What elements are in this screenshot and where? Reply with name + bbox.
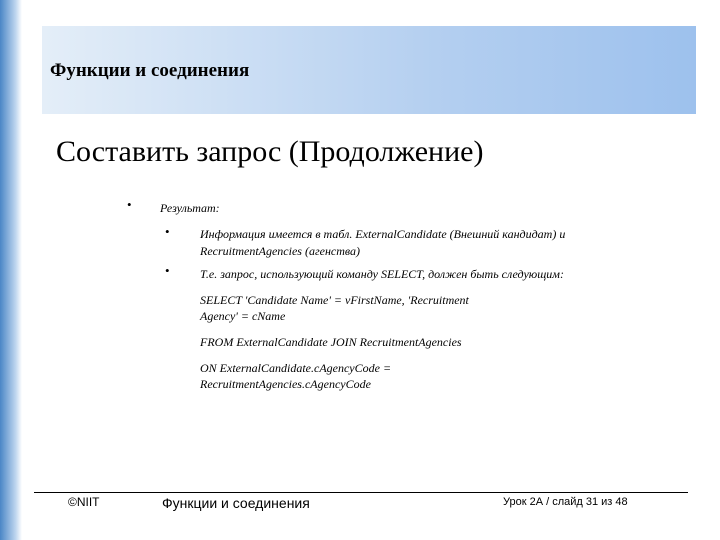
bullet-marker: •	[165, 224, 170, 239]
bullet-marker: •	[127, 197, 132, 212]
footer-course-title: Функции и соединения	[162, 495, 310, 511]
sql-from-line: FROM ExternalCandidate JOIN RecruitmentAgencies	[200, 335, 462, 349]
sql-select-line: SELECT 'Candidate Name' = vFirstName, 'Recruitment	[200, 293, 469, 307]
sql-on-line: ON ExternalCandidate.cAgencyCode =	[200, 361, 392, 375]
left-decorative-bar	[0, 0, 22, 540]
sql-select-line: Agency' = cName	[200, 309, 286, 323]
bullet-text-line: Т.е. запрос, использующий команду SELECT, должен быть следующим:	[200, 267, 564, 281]
sql-on-line: RecruitmentAgencies.cAgencyCode	[200, 377, 371, 391]
footer-divider	[34, 492, 688, 493]
bullet-marker: •	[165, 263, 170, 278]
footer-copyright: ©NIIT	[68, 495, 100, 509]
bullet-text-line: Информация имеется в табл. ExternalCandidate (Внешний кандидат) и	[200, 227, 566, 241]
footer-slide-info: Урок 2А / слайд 31 из 48	[503, 496, 628, 508]
result-label: Результат:	[160, 201, 220, 215]
slide-title: Составить запрос (Продолжение)	[56, 135, 484, 168]
header-title: Функции и соединения	[50, 60, 250, 81]
bullet-text-line: RecruitmentAgencies (агенства)	[200, 244, 361, 258]
